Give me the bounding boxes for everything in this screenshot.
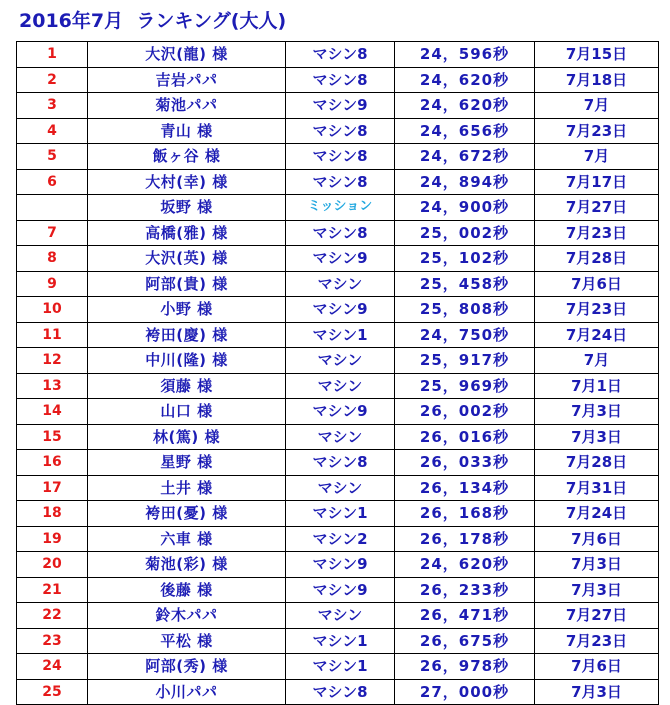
machine-cell: マシン8 <box>286 67 395 93</box>
table-row <box>17 501 659 527</box>
date-cell: 7月3日 <box>535 424 659 450</box>
table-row <box>17 271 659 297</box>
date-cell: 7月6日 <box>535 526 659 552</box>
time-cell: 24，620秒 <box>395 67 535 93</box>
name-cell: 星野 様 <box>88 450 286 476</box>
rank-cell: 22 <box>17 603 88 629</box>
name-cell: 平松 様 <box>88 628 286 654</box>
machine-cell: マシン1 <box>286 501 395 527</box>
date-cell: 7月23日 <box>535 220 659 246</box>
time-cell: 24，894秒 <box>395 169 535 195</box>
time-cell: 26，675秒 <box>395 628 535 654</box>
date-cell: 7月3日 <box>535 679 659 705</box>
date-cell: 7月28日 <box>535 246 659 272</box>
table-row <box>17 144 659 170</box>
name-cell: 袴田(慶) 様 <box>88 322 286 348</box>
machine-cell: マシン9 <box>286 93 395 119</box>
name-cell: 須藤 様 <box>88 373 286 399</box>
name-cell: 土井 様 <box>88 475 286 501</box>
time-cell: 24，620秒 <box>395 552 535 578</box>
date-cell: 7月6日 <box>535 654 659 680</box>
date-cell: 7月1日 <box>535 373 659 399</box>
machine-cell: マシン <box>286 424 395 450</box>
name-cell: 山口 様 <box>88 399 286 425</box>
table-row <box>17 628 659 654</box>
time-cell: 24，620秒 <box>395 93 535 119</box>
name-cell: 青山 様 <box>88 118 286 144</box>
time-cell: 26，033秒 <box>395 450 535 476</box>
date-cell: 7月3日 <box>535 577 659 603</box>
machine-cell: マシン1 <box>286 628 395 654</box>
time-cell: 24，750秒 <box>395 322 535 348</box>
machine-cell: マシン8 <box>286 679 395 705</box>
name-cell: 高橋(雅) 様 <box>88 220 286 246</box>
table-row <box>17 424 659 450</box>
name-cell: 吉岩パパ <box>88 67 286 93</box>
time-cell: 24，656秒 <box>395 118 535 144</box>
date-cell: 7月27日 <box>535 195 659 221</box>
table-row <box>17 297 659 323</box>
time-cell: 25，458秒 <box>395 271 535 297</box>
table-row <box>17 118 659 144</box>
machine-cell: マシン <box>286 373 395 399</box>
time-cell: 25，917秒 <box>395 348 535 374</box>
name-cell: 阿部(貴) 様 <box>88 271 286 297</box>
time-cell: 25，102秒 <box>395 246 535 272</box>
rank-cell: 18 <box>17 501 88 527</box>
name-cell: 鈴木パパ <box>88 603 286 629</box>
machine-cell: マシン <box>286 271 395 297</box>
page-title: 2016年7月 ランキング(大人) <box>19 10 287 32</box>
name-cell: 小野 様 <box>88 297 286 323</box>
rank-cell: 1 <box>17 42 88 68</box>
table-row <box>17 654 659 680</box>
date-cell: 7月23日 <box>535 118 659 144</box>
date-cell: 7月23日 <box>535 297 659 323</box>
table-row <box>17 67 659 93</box>
time-cell: 26，178秒 <box>395 526 535 552</box>
rank-cell: 5 <box>17 144 88 170</box>
table-row <box>17 169 659 195</box>
rank-cell: 17 <box>17 475 88 501</box>
table-row <box>17 246 659 272</box>
date-cell: 7月24日 <box>535 501 659 527</box>
name-cell: 菊池(彩) 様 <box>88 552 286 578</box>
name-cell: 小川パパ <box>88 679 286 705</box>
machine-cell: マシン9 <box>286 297 395 323</box>
date-cell: 7月 <box>535 93 659 119</box>
table-row <box>17 373 659 399</box>
table-row <box>17 348 659 374</box>
name-cell: 大沢(英) 様 <box>88 246 286 272</box>
table-row <box>17 552 659 578</box>
rank-cell: 7 <box>17 220 88 246</box>
rank-cell: 8 <box>17 246 88 272</box>
time-cell: 26，168秒 <box>395 501 535 527</box>
name-cell: 中川(隆) 様 <box>88 348 286 374</box>
name-cell: 六車 様 <box>88 526 286 552</box>
ranking-table <box>16 41 659 705</box>
table-row <box>17 93 659 119</box>
table-row <box>17 450 659 476</box>
table-row <box>17 679 659 705</box>
table-row <box>17 220 659 246</box>
table-row <box>17 603 659 629</box>
rank-cell: 24 <box>17 654 88 680</box>
date-cell: 7月 <box>535 348 659 374</box>
date-cell: 7月18日 <box>535 67 659 93</box>
date-cell: 7月15日 <box>535 42 659 68</box>
time-cell: 25，808秒 <box>395 297 535 323</box>
table-row <box>17 322 659 348</box>
table-row <box>17 195 659 221</box>
machine-cell: マシン8 <box>286 144 395 170</box>
machine-cell: マシン8 <box>286 169 395 195</box>
rank-cell: 14 <box>17 399 88 425</box>
machine-cell: マシン1 <box>286 322 395 348</box>
machine-cell: マシン8 <box>286 118 395 144</box>
date-cell: 7月 <box>535 144 659 170</box>
rank-cell: 19 <box>17 526 88 552</box>
rank-cell: 13 <box>17 373 88 399</box>
date-cell: 7月27日 <box>535 603 659 629</box>
date-cell: 7月31日 <box>535 475 659 501</box>
rank-cell: 20 <box>17 552 88 578</box>
rank-cell: 15 <box>17 424 88 450</box>
rank-cell: 23 <box>17 628 88 654</box>
date-cell: 7月23日 <box>535 628 659 654</box>
rank-cell: 11 <box>17 322 88 348</box>
rank-cell: 2 <box>17 67 88 93</box>
name-cell: 菊池パパ <box>88 93 286 119</box>
rank-cell: 4 <box>17 118 88 144</box>
machine-cell: マシン9 <box>286 246 395 272</box>
time-cell: 26，002秒 <box>395 399 535 425</box>
machine-cell: マシン8 <box>286 42 395 68</box>
time-cell: 26，471秒 <box>395 603 535 629</box>
name-cell: 林(篤) 様 <box>88 424 286 450</box>
name-cell: 大村(幸) 様 <box>88 169 286 195</box>
rank-cell: 10 <box>17 297 88 323</box>
machine-cell: マシン9 <box>286 399 395 425</box>
name-cell: 後藤 様 <box>88 577 286 603</box>
date-cell: 7月3日 <box>535 552 659 578</box>
machine-cell: マシン8 <box>286 450 395 476</box>
rank-cell: 3 <box>17 93 88 119</box>
rank-cell: 21 <box>17 577 88 603</box>
table-row <box>17 399 659 425</box>
time-cell: 25，002秒 <box>395 220 535 246</box>
machine-cell: マシン <box>286 348 395 374</box>
ranking-table-body <box>17 42 659 705</box>
machine-cell: マシン8 <box>286 220 395 246</box>
time-cell: 26，016秒 <box>395 424 535 450</box>
time-cell: 24，900秒 <box>395 195 535 221</box>
rank-cell <box>17 195 88 221</box>
date-cell: 7月6日 <box>535 271 659 297</box>
machine-cell: マシン <box>286 603 395 629</box>
machine-cell: マシン2 <box>286 526 395 552</box>
date-cell: 7月17日 <box>535 169 659 195</box>
date-cell: 7月28日 <box>535 450 659 476</box>
machine-cell: ミッション <box>286 195 395 221</box>
name-cell: 阿部(秀) 様 <box>88 654 286 680</box>
machine-cell: マシン <box>286 475 395 501</box>
machine-cell: マシン9 <box>286 552 395 578</box>
time-cell: 27，000秒 <box>395 679 535 705</box>
name-cell: 大沢(龍) 様 <box>88 42 286 68</box>
table-row <box>17 577 659 603</box>
time-cell: 26，134秒 <box>395 475 535 501</box>
rank-cell: 12 <box>17 348 88 374</box>
rank-cell: 16 <box>17 450 88 476</box>
machine-cell: マシン9 <box>286 577 395 603</box>
date-cell: 7月24日 <box>535 322 659 348</box>
time-cell: 26，233秒 <box>395 577 535 603</box>
rank-cell: 9 <box>17 271 88 297</box>
time-cell: 24，596秒 <box>395 42 535 68</box>
time-cell: 25，969秒 <box>395 373 535 399</box>
table-row <box>17 526 659 552</box>
name-cell: 飯ヶ谷 様 <box>88 144 286 170</box>
time-cell: 26，978秒 <box>395 654 535 680</box>
date-cell: 7月3日 <box>535 399 659 425</box>
name-cell: 坂野 様 <box>88 195 286 221</box>
table-row <box>17 475 659 501</box>
name-cell: 袴田(憂) 様 <box>88 501 286 527</box>
rank-cell: 6 <box>17 169 88 195</box>
machine-cell: マシン1 <box>286 654 395 680</box>
rank-cell: 25 <box>17 679 88 705</box>
time-cell: 24，672秒 <box>395 144 535 170</box>
table-row <box>17 42 659 68</box>
